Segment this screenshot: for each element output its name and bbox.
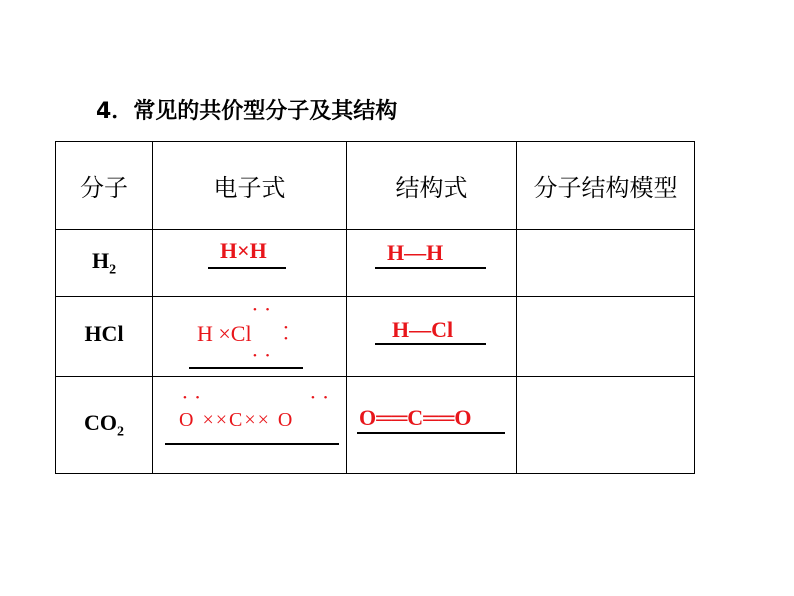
electron-formula-cell [153,230,347,297]
electron-formula-h2 [220,238,267,264]
answer-underline [375,267,486,269]
structural-formula-cell [347,297,517,377]
structural-formula-h2: H—H [387,240,444,265]
molecule-name: $H_2$ [56,230,153,297]
header-structural-formula: 结构式 [347,142,517,230]
answer-underline [357,432,505,434]
electron-formula-co2: O ××C×× O [179,409,295,431]
model-cell [517,297,695,377]
table-row [56,377,695,474]
model-cell [517,230,695,297]
electron-dots: • • [311,392,331,404]
electron-dots: • • [253,350,273,362]
molecule-name: $CO_2$ [56,377,153,474]
answer-underline [375,343,486,345]
model-cell [517,377,695,474]
electron-dots: • • [253,304,273,316]
structural-formula-cell [347,377,517,474]
header-row [56,142,695,230]
answer-underline [165,443,339,445]
molecule-table [55,141,695,474]
answer-underline [189,367,303,369]
structural-formula-co2: O══C══O [359,405,472,430]
structural-formula-cell [347,230,517,297]
h2-electron-formula-text: H×H [220,238,267,263]
table-row [56,297,695,377]
header-structure-model: 分子结构模型 [517,142,695,230]
header-electron-formula: 电子式 [153,142,347,230]
header-molecule: 分子 [56,142,153,230]
electron-formula-hcl: H ×Cl [197,321,252,346]
table-row [56,230,695,297]
electron-dots: • • [183,392,203,404]
molecule-name: HCl [56,297,153,377]
section-title: 4．常见的共价型分子及其结构 [96,99,398,124]
electron-formula-cell [153,377,347,474]
answer-underline [208,267,286,269]
electron-dots: • • [284,322,288,345]
electron-formula-cell [153,297,347,377]
structural-formula-hcl: H—Cl [392,317,454,342]
